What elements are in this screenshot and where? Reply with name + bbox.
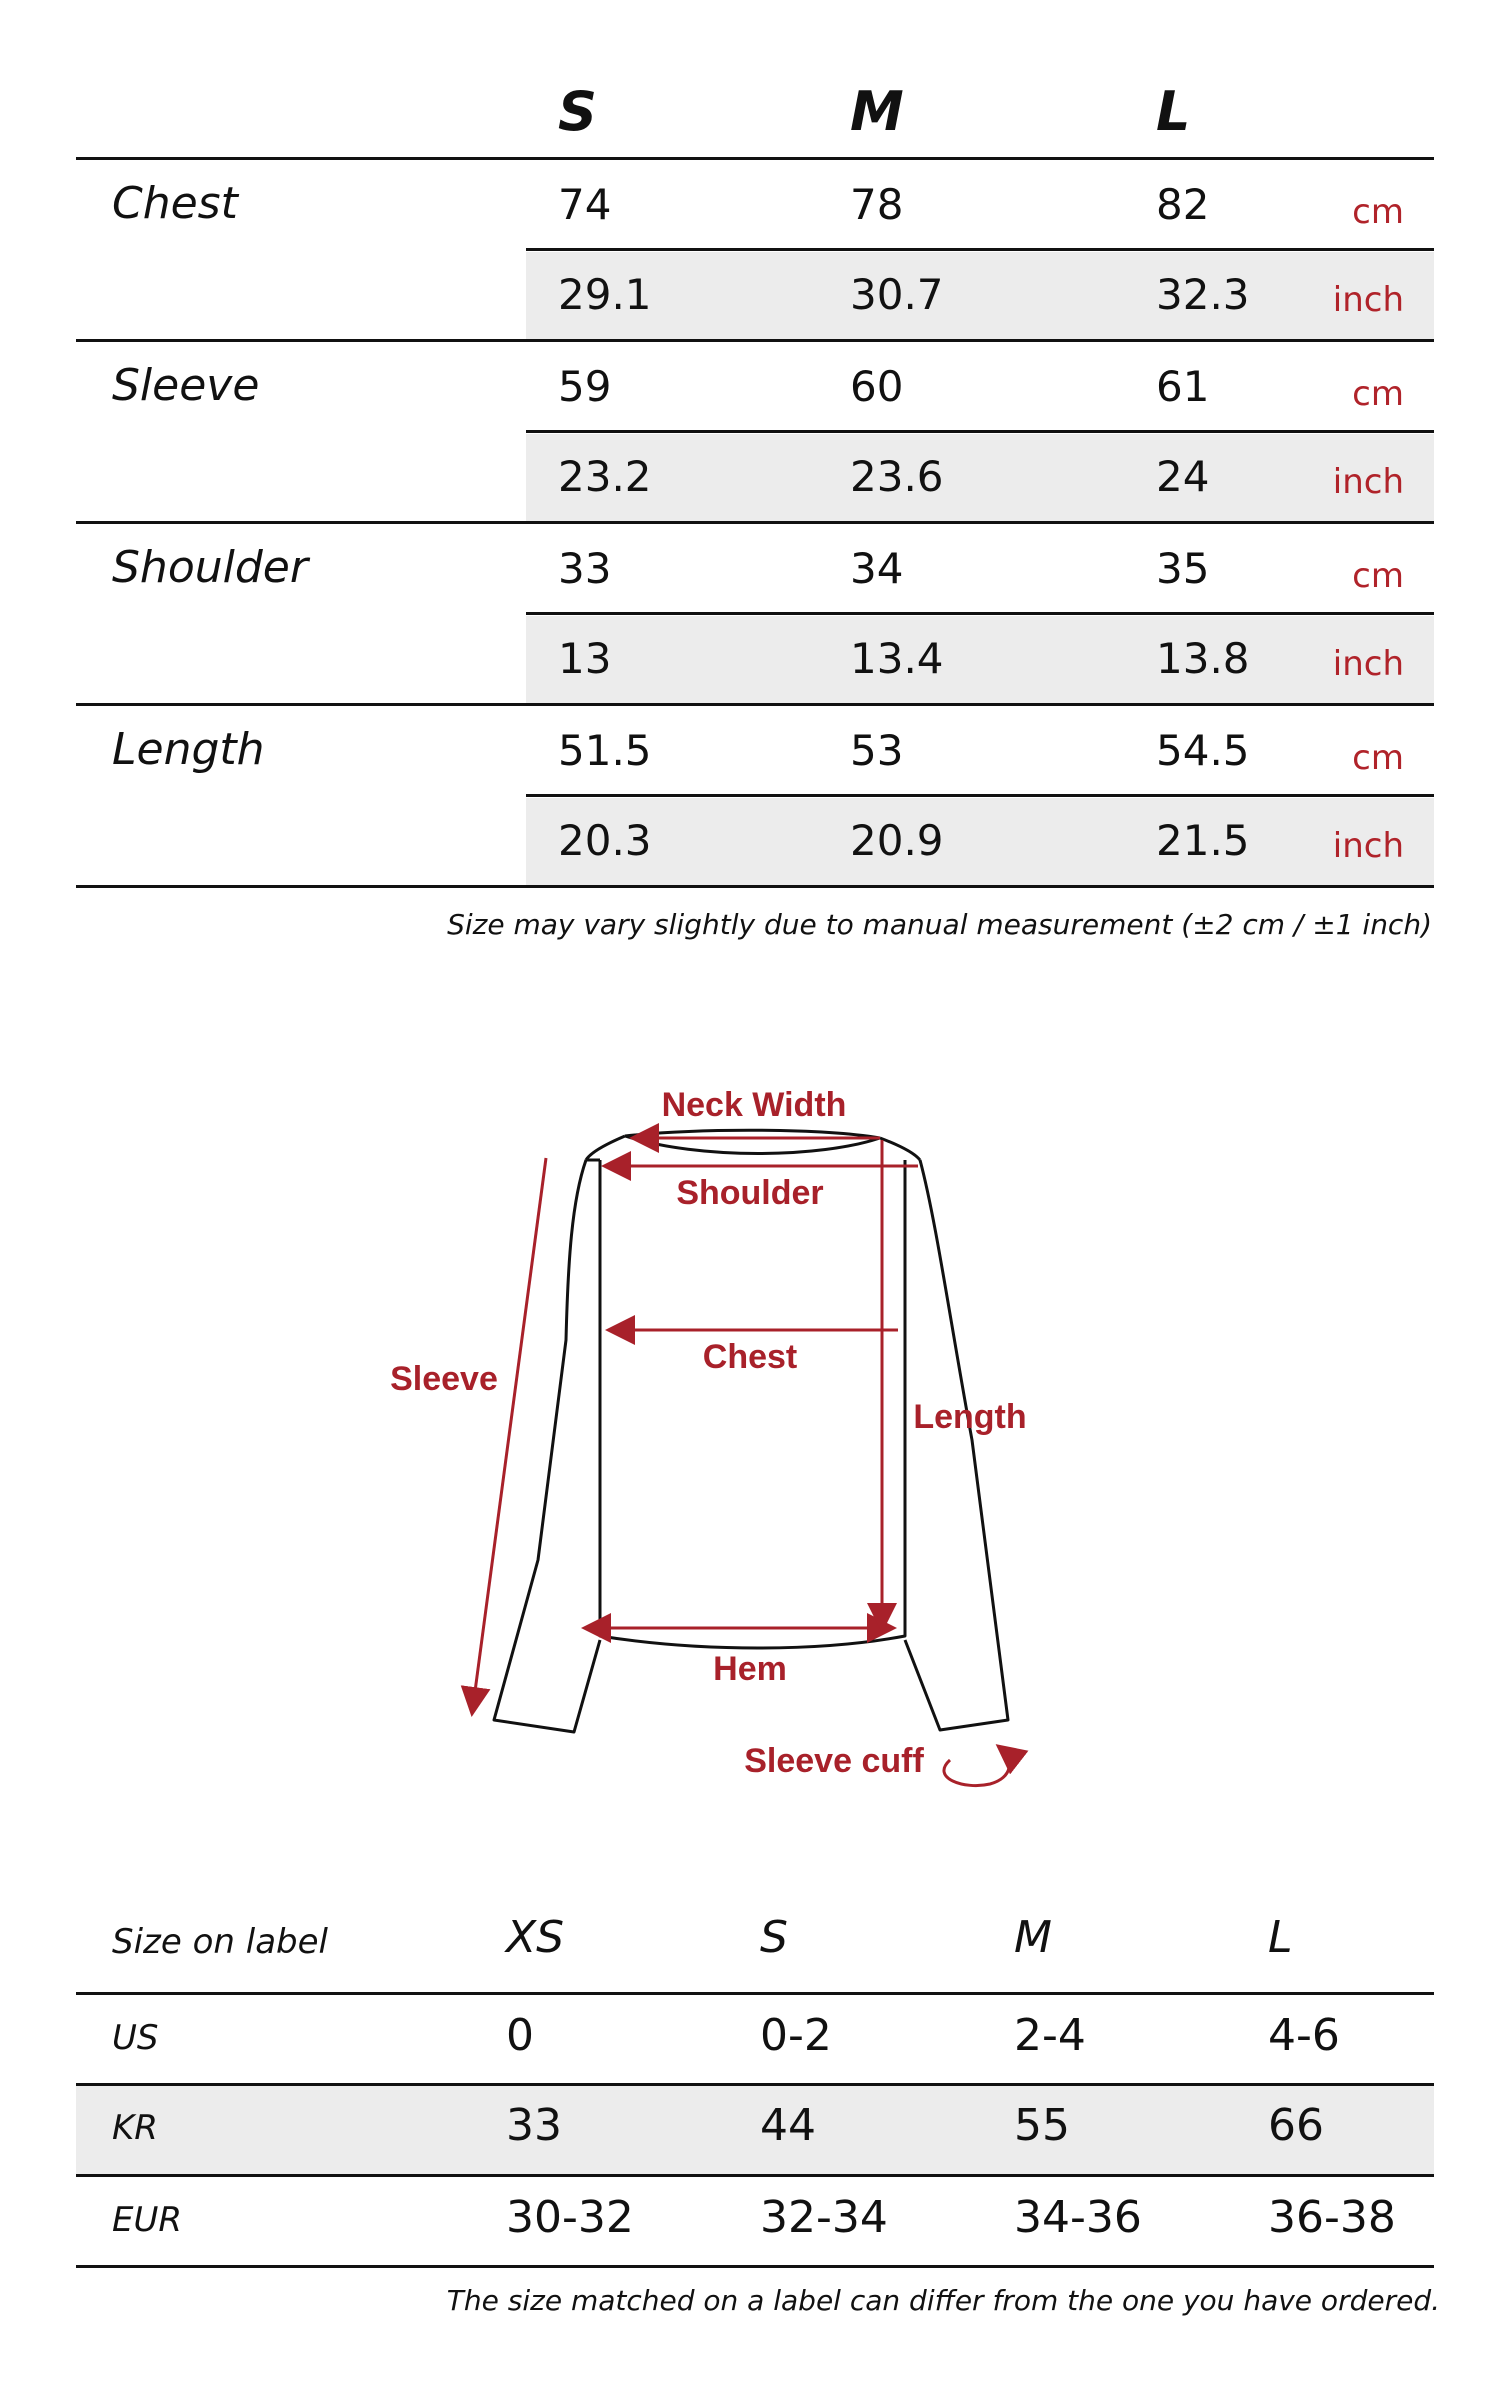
table-cell: 30-32 (506, 2192, 634, 2243)
row-label-eur: EUR (112, 2200, 182, 2240)
table-cell: 74 (558, 180, 612, 229)
unit-inch: inch (1332, 644, 1404, 684)
sleeve-label: Sleeve (390, 1360, 498, 1398)
measurement-note: Size may vary slightly due to manual measurement (±2 cm / ±1 inch) (447, 908, 1432, 941)
row-label-shoulder: Shoulder (112, 542, 308, 593)
divider (526, 430, 1434, 433)
unit-inch: inch (1332, 280, 1404, 320)
size-header-l: L (1156, 80, 1191, 143)
table-cell: 23.2 (558, 452, 652, 501)
size-header-s: S (558, 80, 597, 143)
neck-width-label: Neck Width (661, 1086, 847, 1124)
table-cell: 36-38 (1268, 2192, 1396, 2243)
label-size-header: S (760, 1912, 788, 1963)
table-cell: 55 (1014, 2100, 1070, 2151)
table-cell: 82 (1156, 180, 1210, 229)
row-label-sleeve: Sleeve (112, 360, 260, 411)
row-label-kr: KR (112, 2108, 158, 2148)
table-cell: 13.4 (850, 634, 944, 683)
table-cell: 51.5 (558, 726, 652, 775)
divider (76, 703, 1434, 706)
unit-inch: inch (1332, 462, 1404, 502)
table-cell: 13.8 (1156, 634, 1250, 683)
divider (76, 2265, 1434, 2268)
row-label-chest: Chest (112, 178, 238, 229)
divider (526, 794, 1434, 797)
table-cell: 20.9 (850, 816, 944, 865)
sleeve-cuff-label: Sleeve cuff (744, 1742, 924, 1780)
table-cell: 34 (850, 544, 904, 593)
table-cell: 23.6 (850, 452, 944, 501)
label-size-header: L (1268, 1912, 1293, 1963)
table-cell: 13 (558, 634, 612, 683)
table-cell: 30.7 (850, 270, 944, 319)
table-cell: 4-6 (1268, 2010, 1340, 2061)
table-cell: 33 (506, 2100, 562, 2151)
chest-label: Chest (702, 1338, 798, 1376)
divider (526, 248, 1434, 251)
size-header-m: M (850, 80, 904, 143)
table-cell: 32.3 (1156, 270, 1250, 319)
table-cell: 0-2 (760, 2010, 832, 2061)
label-size-header: M (1014, 1912, 1052, 1963)
garment-diagram (0, 1040, 1500, 1820)
table-cell: 59 (558, 362, 612, 411)
table-cell: 35 (1156, 544, 1210, 593)
table-cell: 24 (1156, 452, 1210, 501)
table-cell: 29.1 (558, 270, 652, 319)
divider (76, 521, 1434, 524)
size-on-label-header: Size on label (112, 1922, 328, 1962)
table-cell: 60 (850, 362, 904, 411)
table-cell: 20.3 (558, 816, 652, 865)
table-cell: 21.5 (1156, 816, 1250, 865)
label-size-header: XS (506, 1912, 565, 1963)
divider (76, 1992, 1434, 1995)
unit-cm: cm (1352, 738, 1404, 778)
table-cell: 61 (1156, 362, 1210, 411)
table-cell: 78 (850, 180, 904, 229)
table-cell: 32-34 (760, 2192, 888, 2243)
table-cell: 53 (850, 726, 904, 775)
divider (76, 157, 1434, 160)
table-cell: 0 (506, 2010, 534, 2061)
sleeve-arrow (472, 1158, 546, 1714)
table-cell: 34-36 (1014, 2192, 1142, 2243)
label-note: The size matched on a label can differ from the one you have ordered. (446, 2284, 1440, 2317)
row-shade (76, 2086, 1434, 2174)
divider (76, 339, 1434, 342)
table-cell: 66 (1268, 2100, 1324, 2151)
table-cell: 2-4 (1014, 2010, 1086, 2061)
unit-cm: cm (1352, 374, 1404, 414)
divider (76, 2174, 1434, 2177)
divider (76, 2083, 1434, 2086)
length-label: Length (913, 1398, 1027, 1436)
hem-label: Hem (713, 1650, 787, 1688)
unit-cm: cm (1352, 192, 1404, 232)
sleeve-cuff-arrow (944, 1746, 1009, 1786)
row-label-length: Length (112, 724, 265, 775)
unit-inch: inch (1332, 826, 1404, 866)
shoulder-label: Shoulder (676, 1174, 824, 1212)
divider (76, 885, 1434, 888)
unit-cm: cm (1352, 556, 1404, 596)
table-cell: 44 (760, 2100, 816, 2151)
table-cell: 33 (558, 544, 612, 593)
divider (526, 612, 1434, 615)
table-cell: 54.5 (1156, 726, 1250, 775)
row-label-us: US (112, 2018, 159, 2058)
